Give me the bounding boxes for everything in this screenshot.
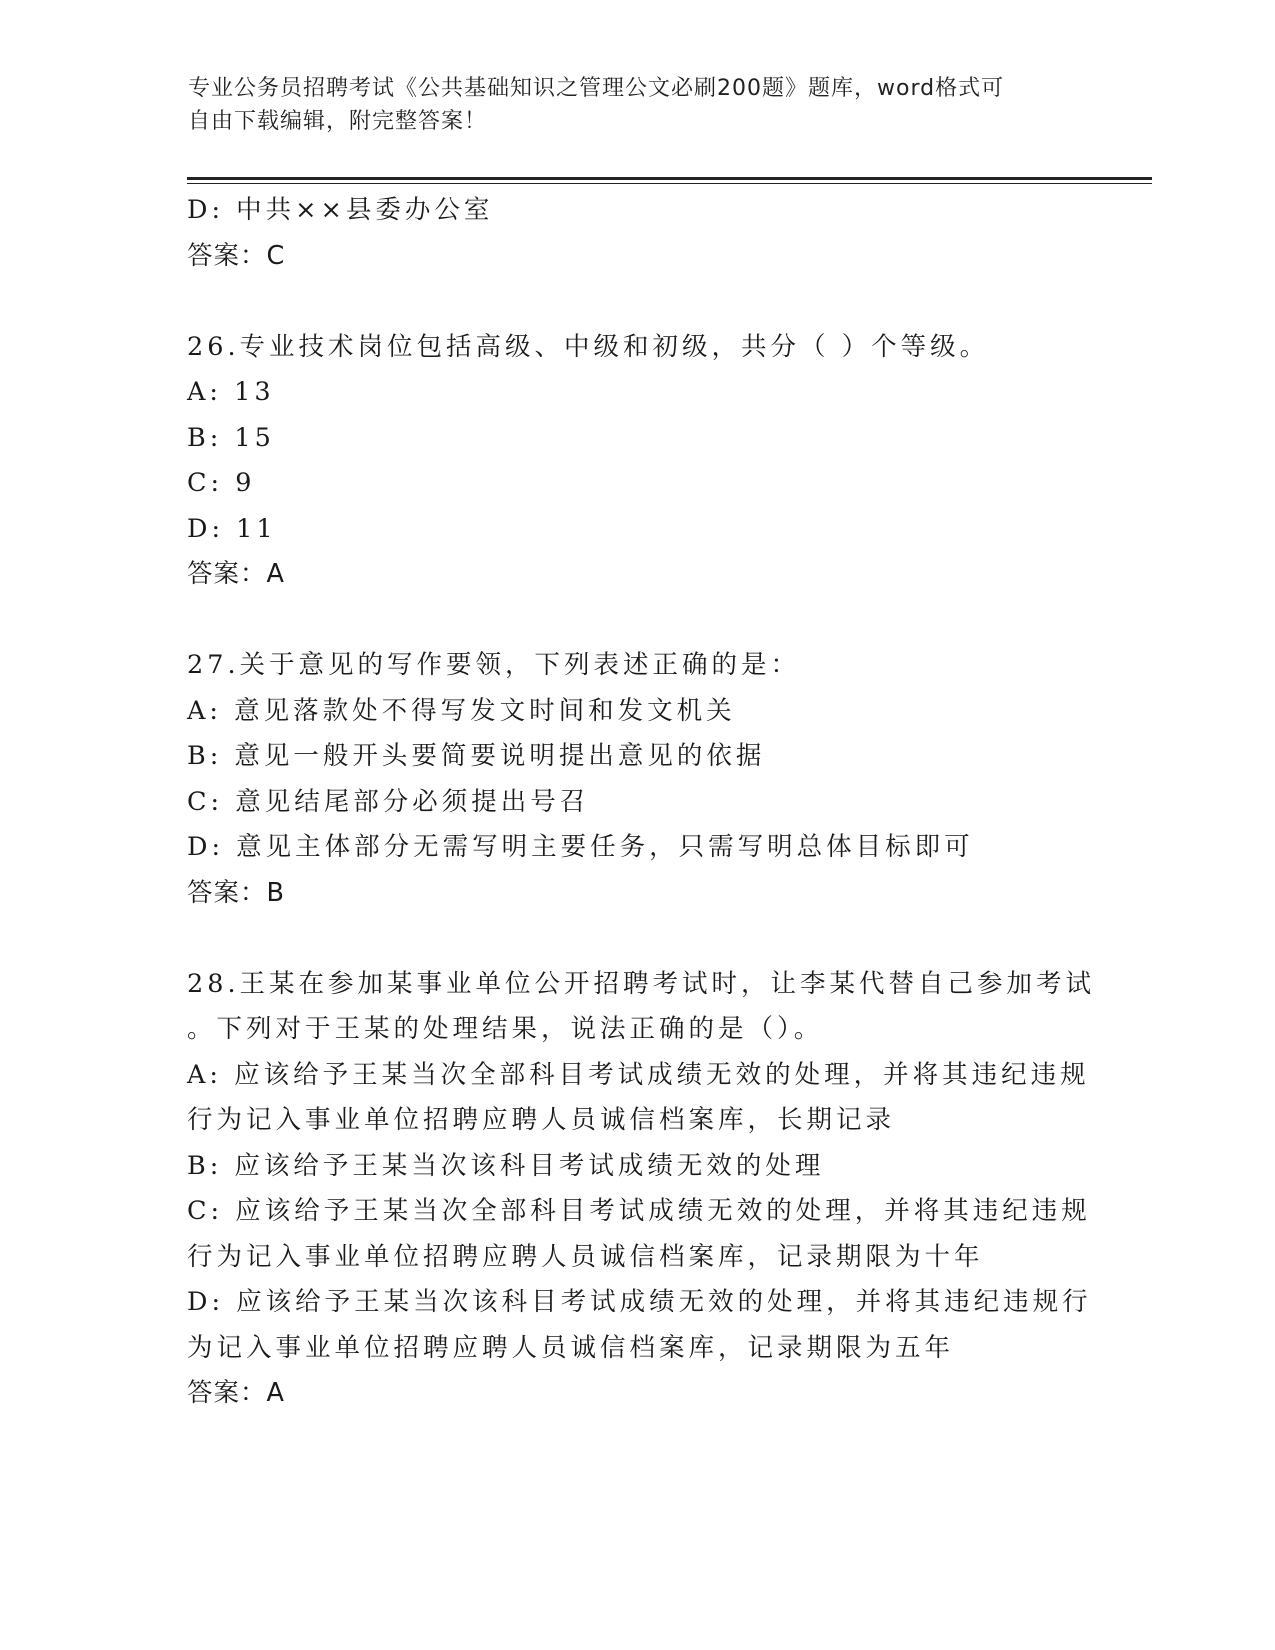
option-d: D: 11	[187, 513, 277, 544]
question-27	[187, 643, 1087, 916]
option-b: B: 应该给予王某当次该科目考试成绩无效的处理	[187, 1150, 825, 1181]
option-d-line-1: D: 应该给予王某当次该科目考试成绩无效的处理，并将其违纪违规行	[187, 1287, 1092, 1317]
question-stem-line-2: 。下列对于王某的处理结果，说法正确的是（）。	[187, 1014, 824, 1044]
answer: 答案：B	[187, 877, 285, 908]
answer: 答案：A	[187, 1378, 285, 1408]
option-a-line-2: 行为记入事业单位招聘应聘人员诚信档案库，长期记录	[187, 1105, 896, 1135]
prev-option-d: D: 中共××县委办公室	[187, 195, 494, 225]
question-28	[187, 962, 1096, 1417]
question-stem: 26.专业技术岗位包括高级、中级和初级，共分（ ）个等级。	[187, 331, 990, 362]
option-c: C: 9	[187, 468, 256, 498]
question-26	[187, 325, 1087, 598]
header-line-1: 专业公务员招聘考试《公共基础知识之管理公文必刷200题》题库，word格式可	[188, 76, 1005, 101]
question-stem-line-1: 28.王某在参加某事业单位公开招聘考试时，让李某代替自己参加考试	[187, 968, 1096, 999]
header-divider-thin	[187, 183, 1152, 184]
answer: 答案：A	[187, 559, 285, 589]
prev-answer: 答案：C	[187, 240, 286, 271]
option-a: A: 13	[187, 377, 275, 407]
spacer	[187, 598, 1087, 644]
option-c: C: 意见结尾部分必须提出号召	[187, 786, 590, 817]
option-c-line-2: 行为记入事业单位招聘应聘人员诚信档案库，记录期限为十年	[187, 1241, 984, 1272]
spacer	[187, 279, 1087, 325]
option-b: B: 意见一般开头要简要说明提出意见的依据	[187, 741, 766, 771]
header-line-2: 自由下载编辑，附完整答案！	[188, 109, 488, 134]
question-stem: 27.关于意见的写作要领，下列表述正确的是：	[187, 650, 801, 680]
option-a-line-1: A: 应该给予王某当次全部科目考试成绩无效的处理，并将其违纪违规	[187, 1059, 1090, 1090]
document-header	[188, 72, 1068, 138]
header-divider-thick	[187, 177, 1152, 180]
option-c-line-1: C: 应该给予王某当次全部科目考试成绩无效的处理，并将其违纪违规	[187, 1196, 1091, 1226]
option-d-line-2: 为记入事业单位招聘应聘人员诚信档案库，记录期限为五年	[187, 1332, 955, 1363]
option-b: B: 15	[187, 422, 275, 453]
spacer	[187, 916, 1087, 962]
question-content	[187, 188, 1096, 1417]
option-d: D: 意见主体部分无需写明主要任务，只需写明总体目标即可	[187, 832, 974, 862]
option-a: A: 意见落款处不得写发文时间和发文机关	[187, 695, 736, 726]
